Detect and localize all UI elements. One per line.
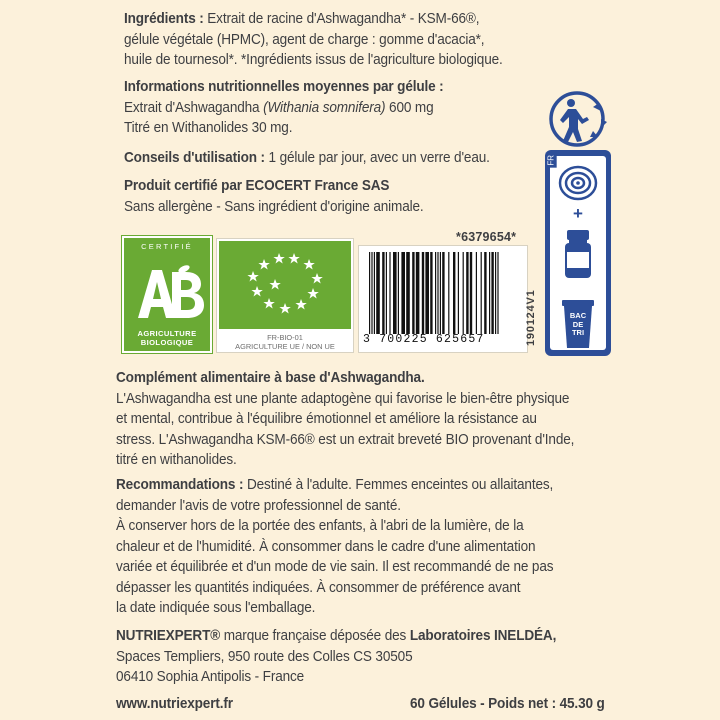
bin-label: BAC DE TRI xyxy=(569,311,587,337)
barcode-bar xyxy=(437,252,438,334)
sorting-info-panel xyxy=(545,150,611,356)
spiral-icon xyxy=(557,164,599,202)
barcode-bars xyxy=(367,252,521,334)
barcode-bar xyxy=(406,252,410,334)
barcode-bar xyxy=(470,252,472,334)
recommendations-label: Recommandations : xyxy=(116,477,244,493)
usage-label: Conseils d'utilisation : xyxy=(124,150,265,166)
description-line-4: titré en withanolides. xyxy=(116,452,237,468)
barcode-bar xyxy=(382,252,384,334)
net-weight: 60 Gélules - Poids net : 45.30 g xyxy=(410,696,605,712)
description-title: Complément alimentaire à base d'Ashwagandha. xyxy=(116,370,425,386)
barcode-bar xyxy=(435,252,436,334)
company-name: Laboratoires INELDÉA, xyxy=(409,628,557,644)
certification-block xyxy=(124,176,446,217)
barcode xyxy=(358,245,528,353)
certification-text: Sans allergène - Sans ingrédient d'origine animale. xyxy=(124,198,424,215)
eu-code: FR-BIO-01 xyxy=(267,333,303,342)
website[interactable]: www.nutriexpert.fr xyxy=(116,696,233,712)
barcode-bar xyxy=(440,252,441,334)
recommendations-line-5: variée et équilibrée et d'un mode de vie sain. Il est recommandé de ne pas xyxy=(116,559,554,575)
recommendations-line-3: À conserver hors de la portée des enfants, à l'abri de la lumière, de la xyxy=(116,518,524,534)
barcode-bar xyxy=(430,252,432,334)
ab-certified-label: CERTIFIÉ xyxy=(141,242,193,251)
barcode-bar xyxy=(371,252,372,334)
barcode-bar xyxy=(491,252,493,334)
barcode-bar xyxy=(389,252,390,334)
plus-icon: + xyxy=(573,204,583,223)
nutrition-title: Informations nutritionnelles moyennes par gélule : xyxy=(124,79,444,95)
brand-block xyxy=(116,626,589,688)
barcode-bar xyxy=(481,252,482,334)
brand-line-1: NUTRIEXPERT® marque française déposée des Laboratoires INELDÉA, xyxy=(116,628,557,644)
barcode-bar xyxy=(476,252,477,334)
eu-organic-logo xyxy=(216,238,354,353)
barcode-bar xyxy=(466,252,468,334)
barcode-bar xyxy=(416,252,420,334)
certification-title: Produit certifié par ECOCERT France SAS xyxy=(124,178,390,194)
ab-organic-logo xyxy=(122,236,212,353)
brand-address-1: Spaces Templiers, 950 route des Colles CS 30505 xyxy=(116,648,413,665)
country-label: FR xyxy=(546,155,556,166)
barcode-bar xyxy=(497,252,498,334)
barcode-bar xyxy=(458,252,459,334)
recommendations-line-4: chaleur et de l'humidité. À consommer dans le cadre d'une alimentation xyxy=(116,538,536,555)
nutrition-line-1: Extrait d'Ashwagandha (Withania somnifera) 600 mg xyxy=(124,99,434,116)
barcode-bar xyxy=(463,252,464,334)
barcode-bar xyxy=(401,252,405,334)
barcode-bar xyxy=(422,252,424,334)
barcode-bar xyxy=(376,252,380,334)
recommendations-line-1: Recommandations : Destiné à l'adulte. Femmes enceintes ou allaitantes, xyxy=(116,477,554,493)
barcode-number: 3 700225 625657 xyxy=(363,333,485,346)
recommendations-block xyxy=(116,475,586,619)
product-reference: *6379654* xyxy=(456,230,517,244)
barcode-bar xyxy=(448,252,449,334)
ab-letters-icon xyxy=(124,262,210,322)
lot-number: 190124V1 xyxy=(525,289,537,346)
barcode-bar xyxy=(412,252,414,334)
barcode-bar xyxy=(453,252,455,334)
barcode-bar xyxy=(369,252,370,334)
recommendations-line-2: demander l'avis de votre professionnel de santé. xyxy=(116,497,401,514)
barcode-bar xyxy=(393,252,397,334)
brand-address-2: 06410 Sophia Antipolis - France xyxy=(116,669,305,685)
description-block xyxy=(116,368,609,471)
usage-block xyxy=(124,148,517,169)
barcode-bar xyxy=(374,252,375,334)
barcode-bar xyxy=(495,252,496,334)
description-line-1: L'Ashwagandha est une plante adaptogène qui favorise le bien-être physique xyxy=(116,390,570,407)
ab-bottom-text: AGRICULTURE BIOLOGIQUE xyxy=(137,329,197,347)
eu-leaf-icon xyxy=(219,241,351,329)
recommendations-line-7: la date indiquée sous l'emballage. xyxy=(116,600,316,616)
nutrition-line-2: Titré en Withanolides 30 mg. xyxy=(124,120,293,136)
ingredients-label: Ingrédients : xyxy=(124,11,204,27)
ingredients-line-1: Ingrédients : Extrait de racine d'Ashwagandha* - KSM-66®, xyxy=(124,11,480,27)
barcode-bar xyxy=(489,252,490,334)
nutrition-block xyxy=(124,77,468,139)
recommendations-line-6: dépasser les quantités indiquées. À consommer de préférence avant xyxy=(116,579,521,596)
eu-logo-text xyxy=(217,333,353,351)
barcode-bar xyxy=(484,252,486,334)
eu-origin: AGRICULTURE UE / NON UE xyxy=(235,342,335,351)
usage-line: Conseils d'utilisation : 1 gélule par jour, avec un verre d'eau. xyxy=(124,150,490,166)
pill-bottle-icon xyxy=(563,228,593,280)
barcode-bar xyxy=(398,252,399,334)
ingredients-line-2: gélule végétale (HPMC), agent de charge : gomme d'acacia*, xyxy=(124,31,485,48)
ingredients-line-3: huile de tournesol*. *Ingrédients issus de l'agriculture biologique. xyxy=(124,52,503,68)
sorting-info-inner xyxy=(550,156,606,350)
barcode-bar xyxy=(442,252,444,334)
description-line-2: et mental, contribue à l'équilibre émotionnel et améliore la résistance au xyxy=(116,411,537,427)
barcode-bar xyxy=(386,252,387,334)
triman-icon xyxy=(549,89,609,149)
barcode-bar xyxy=(425,252,429,334)
description-line-3: stress. L'Ashwagandha KSM-66® est un extrait breveté BIO provenant d'Inde, xyxy=(116,431,575,448)
ingredients-block xyxy=(124,9,531,71)
brand-name: NUTRIEXPERT® xyxy=(116,628,221,644)
